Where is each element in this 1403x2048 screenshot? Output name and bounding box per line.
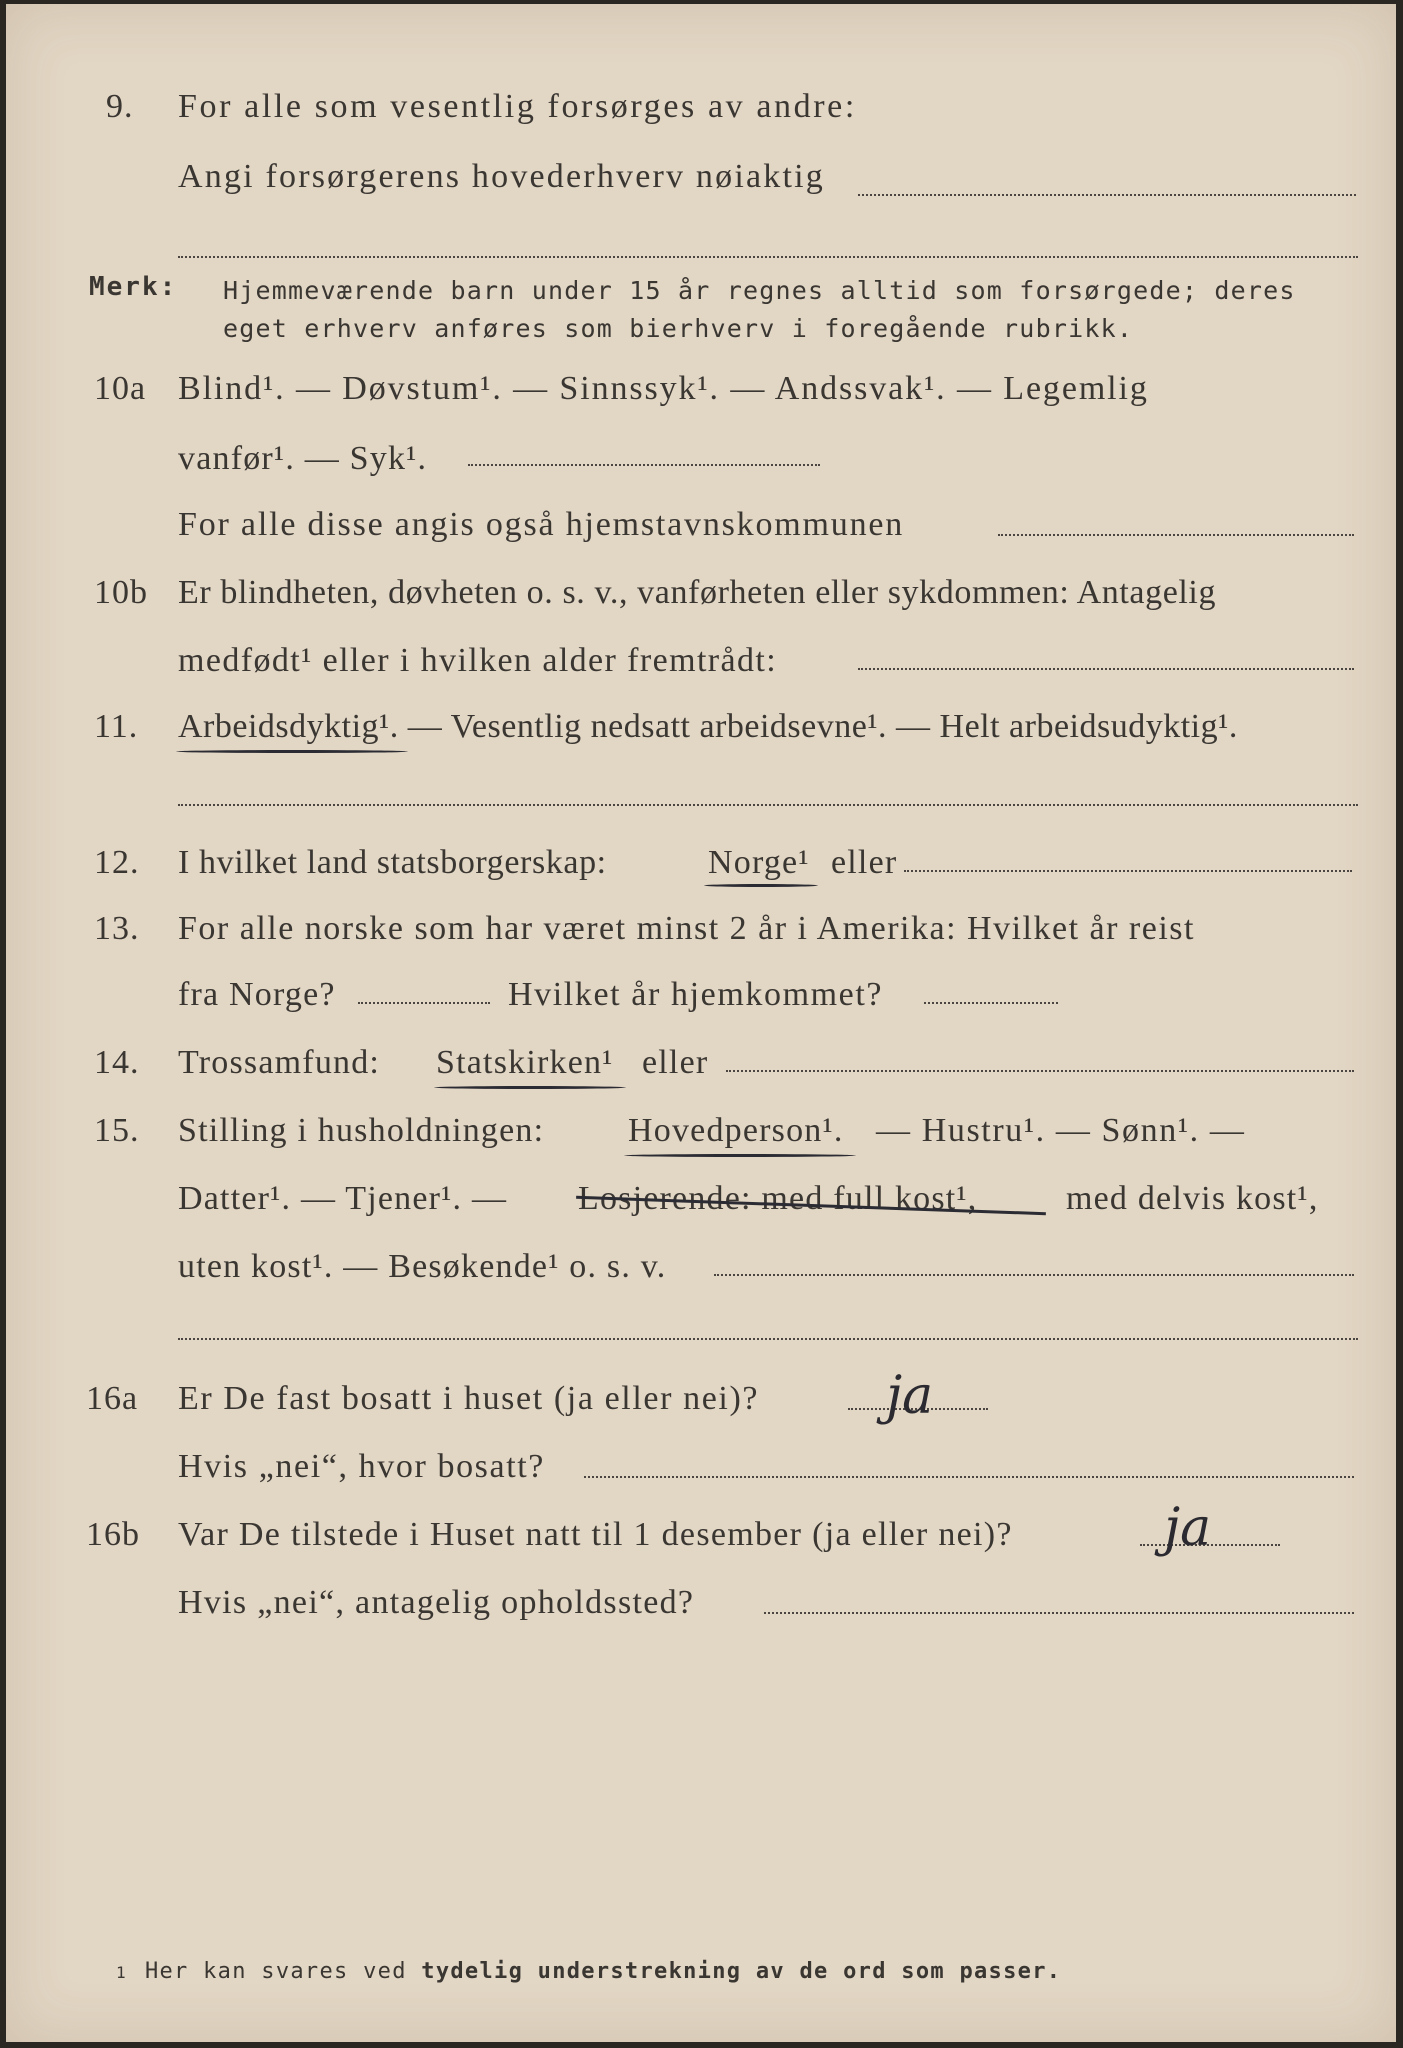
answer-line[interactable] — [998, 534, 1354, 536]
item-number: 11. — [94, 708, 139, 745]
item-number: 16b — [86, 1516, 140, 1553]
question-text: Var De tilstede i Huset natt til 1 desember (ja eller nei)? — [178, 1516, 1013, 1553]
item-number: 15. — [94, 1112, 140, 1149]
question-text: Trossamfund: — [178, 1044, 381, 1081]
answer-line[interactable] — [468, 464, 820, 466]
item-number: 16a — [86, 1380, 139, 1417]
answer-line[interactable] — [726, 1070, 1354, 1072]
answer-line[interactable] — [714, 1274, 1354, 1276]
struck-option: Losjerende: med full kost¹, — [578, 1180, 978, 1217]
handwritten-answer: ja — [1164, 1498, 1212, 1558]
selected-option: Hovedperson¹. — [628, 1112, 844, 1149]
question-text: fra Norge? — [178, 976, 336, 1013]
question-text: I hvilket land statsborgerskap: — [178, 844, 607, 881]
footnote-mark: 1 — [116, 1963, 127, 1982]
handwritten-underline — [704, 884, 818, 887]
question-text: Er blindheten, døvheten o. s. v., vanførheten eller sykdommen: Antagelig — [178, 574, 1217, 611]
answer-line[interactable] — [904, 870, 1352, 872]
question-text: Angi forsørgerens hovederhverv nøiaktig — [178, 158, 825, 195]
selected-option: Norge¹ — [708, 844, 810, 881]
note-label: Merk: — [89, 272, 178, 302]
handwritten-underline — [434, 1086, 626, 1089]
answer-line[interactable] — [858, 194, 1356, 196]
question-text: uten kost¹. — Besøkende¹ o. s. v. — [178, 1248, 667, 1285]
question-text: Stilling i husholdningen: — [178, 1112, 545, 1149]
answer-line[interactable] — [178, 256, 1358, 258]
question-text: — Hustru¹. — Sønn¹. — — [876, 1112, 1246, 1149]
question-text: eller — [831, 844, 898, 881]
question-text: For alle disse angis også hjemstavnskommunen — [178, 506, 905, 543]
question-text: For alle norske som har været minst 2 år i Amerika: Hvilket år reist — [178, 910, 1195, 947]
item-number: 14. — [94, 1044, 140, 1081]
handwritten-answer: ja — [886, 1366, 934, 1426]
answer-line[interactable] — [178, 804, 1358, 806]
question-text: eller — [642, 1044, 709, 1081]
footnote — [116, 1959, 1061, 1984]
handwritten-underline — [624, 1154, 856, 1157]
answer-line[interactable] — [358, 1002, 490, 1004]
selected-option: Statskirken¹ — [436, 1044, 614, 1081]
item-number: 12. — [94, 844, 140, 881]
question-text: Blind¹. — Døvstum¹. — Sinnssyk¹. — Andssvak¹. — Legemlig — [178, 370, 1149, 407]
question-text: Hvilket år hjemkommet? — [508, 976, 884, 1013]
item-number: 10b — [94, 574, 148, 611]
footnote-lead: Her kan svares ved — [144, 1959, 407, 1984]
question-text: vanfør¹. — Syk¹. — [178, 440, 428, 477]
item-number: 13. — [94, 910, 140, 947]
question-text: Hvis „nei“, hvor bosatt? — [178, 1448, 545, 1485]
question-text: med delvis kost¹, — [1066, 1180, 1319, 1217]
item-number: 9. — [106, 88, 134, 125]
question-text: Hvis „nei“, antagelig opholdssted? — [178, 1584, 695, 1621]
census-form-page — [6, 4, 1396, 2042]
answer-line[interactable] — [764, 1612, 1354, 1614]
question-text: Er De fast bosatt i huset (ja eller nei)? — [178, 1380, 760, 1417]
question-text: medfødt¹ eller i hvilken alder fremtrådt: — [178, 642, 778, 679]
question-text: Datter¹. — Tjener¹. — — [178, 1180, 508, 1217]
answer-line[interactable] — [858, 668, 1354, 670]
question-text: Arbeidsdyktig¹. — Vesentlig nedsatt arbeidsevne¹. — Helt arbeidsudyktig¹. — [178, 708, 1238, 745]
answer-line[interactable] — [178, 1338, 1358, 1340]
question-text: For alle som vesentlig forsørges av andre: — [178, 88, 857, 125]
answer-line[interactable] — [924, 1002, 1058, 1004]
answer-line[interactable] — [584, 1476, 1354, 1478]
handwritten-underline — [176, 750, 408, 753]
footnote-bold: tydelig understrekning av de ord som passer. — [421, 1959, 1062, 1984]
note-text: Hjemmeværende barn under 15 år regnes alltid som forsørgede; deres eget erhverv anføres som bierhverv i foregående rubrikk. — [223, 276, 1296, 343]
item-number: 10a — [94, 370, 147, 407]
